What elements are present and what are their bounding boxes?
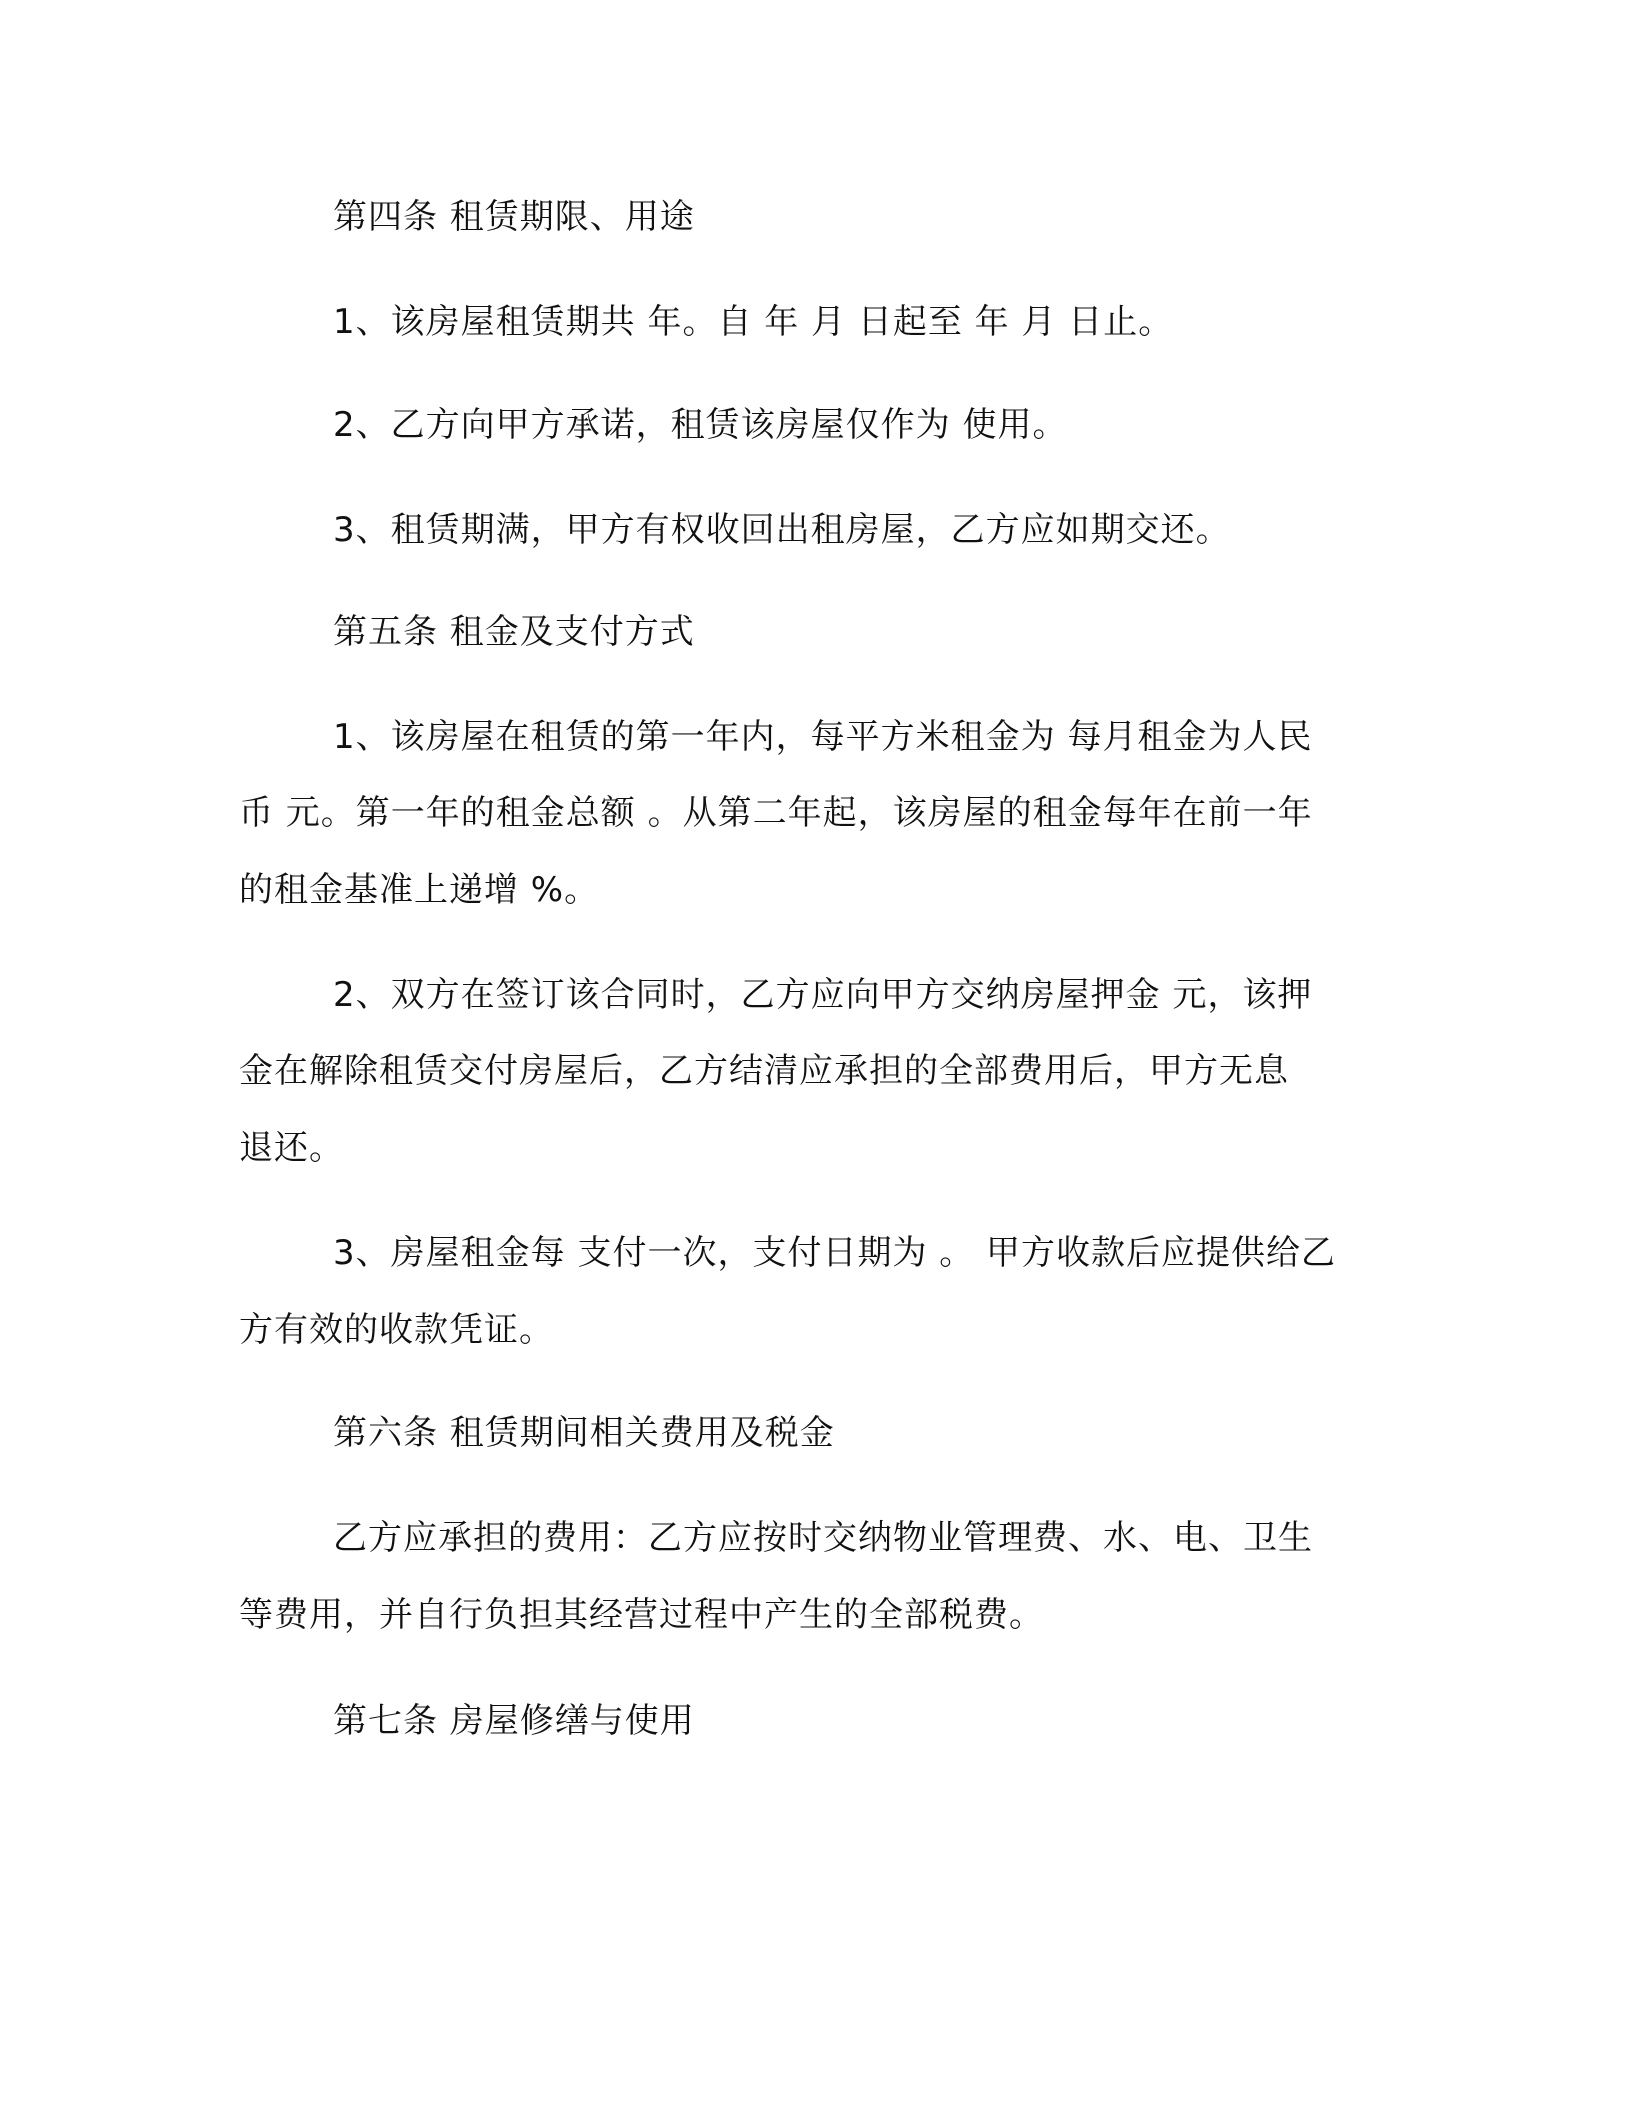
article-7-heading: 第七条 房屋修缮与使用 xyxy=(333,1701,695,1741)
article-6-body-line-1: 乙方应承担的费用：乙方应按时交纳物业管理费、水、电、卫生 xyxy=(333,1518,1313,1558)
article-5-item-1-line-1: 1、该房屋在租赁的第一年内，每平方米租金为 每月租金为人民 xyxy=(333,717,1313,757)
article-4-item-2: 2、乙方向甲方承诺，租赁该房屋仅作为 使用。 xyxy=(333,405,1068,445)
article-5-item-2-line-3: 退还。 xyxy=(239,1128,344,1168)
article-5-item-2-line-1: 2、双方在签订该合同时，乙方应向甲方交纳房屋押金 元，该押 xyxy=(333,975,1313,1015)
article-6-heading: 第六条 租赁期间相关费用及税金 xyxy=(333,1413,835,1453)
article-5-item-1-line-2: 币 元。第一年的租金总额 。从第二年起，该房屋的租金每年在前一年 xyxy=(239,793,1313,833)
article-5-item-2-line-2: 金在解除租赁交付房屋后，乙方结清应承担的全部费用后，甲方无息 xyxy=(239,1051,1289,1091)
article-5-item-3-line-2: 方有效的收款凭证。 xyxy=(239,1310,554,1350)
article-4-item-1: 1、该房屋租赁期共 年。自 年 月 日起至 年 月 日止。 xyxy=(333,302,1174,342)
article-5-heading: 第五条 租金及支付方式 xyxy=(333,612,695,652)
article-4-item-3: 3、租赁期满，甲方有权收回出租房屋，乙方应如期交还。 xyxy=(333,510,1231,550)
article-6-body-line-2: 等费用，并自行负担其经营过程中产生的全部税费。 xyxy=(239,1595,1044,1635)
article-4-heading: 第四条 租赁期限、用途 xyxy=(333,197,695,237)
article-5-item-1-line-3: 的租金基准上递增 %。 xyxy=(239,870,600,910)
article-5-item-3-line-1: 3、房屋租金每 支付一次，支付日期为 。 甲方收款后应提供给乙 xyxy=(333,1233,1337,1273)
